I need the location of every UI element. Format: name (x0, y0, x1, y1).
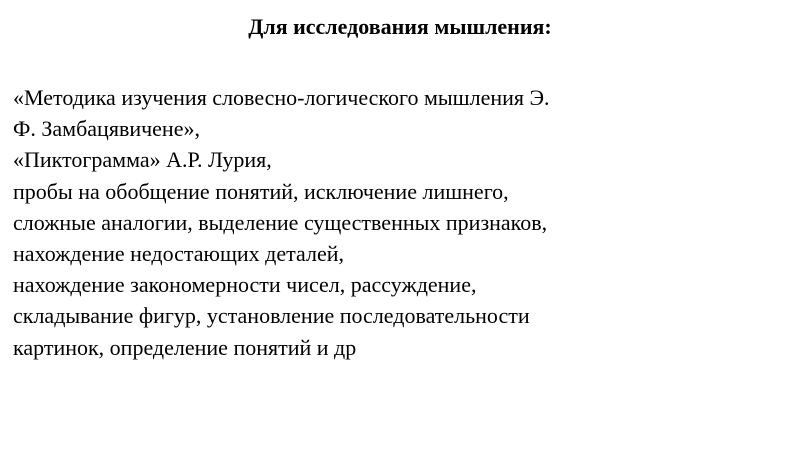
body-line-7: нахождение закономерности чисел, рассуждение, (13, 272, 477, 298)
body-line-2: Ф. Замбацявичене», (13, 116, 200, 142)
body-line-6: нахождение недостающих деталей, (13, 241, 344, 267)
slide-title: Для исследования мышления: (248, 14, 552, 39)
body-line-8: складывание фигур, установление последовательности (13, 303, 530, 329)
body-line-9: картинок, определение понятий и др (13, 334, 357, 360)
body-line-4: пробы на обобщение понятий, исключение лишнего, (13, 178, 509, 204)
body-line-1: «Методика изучения словесно-логического мышления Э. (13, 85, 550, 110)
slide-body (13, 82, 788, 363)
body-line-5: сложные аналогии, выделение существенных признаков, (13, 209, 548, 235)
body-line-3: «Пиктограмма» А.Р. Лурия, (13, 147, 272, 173)
